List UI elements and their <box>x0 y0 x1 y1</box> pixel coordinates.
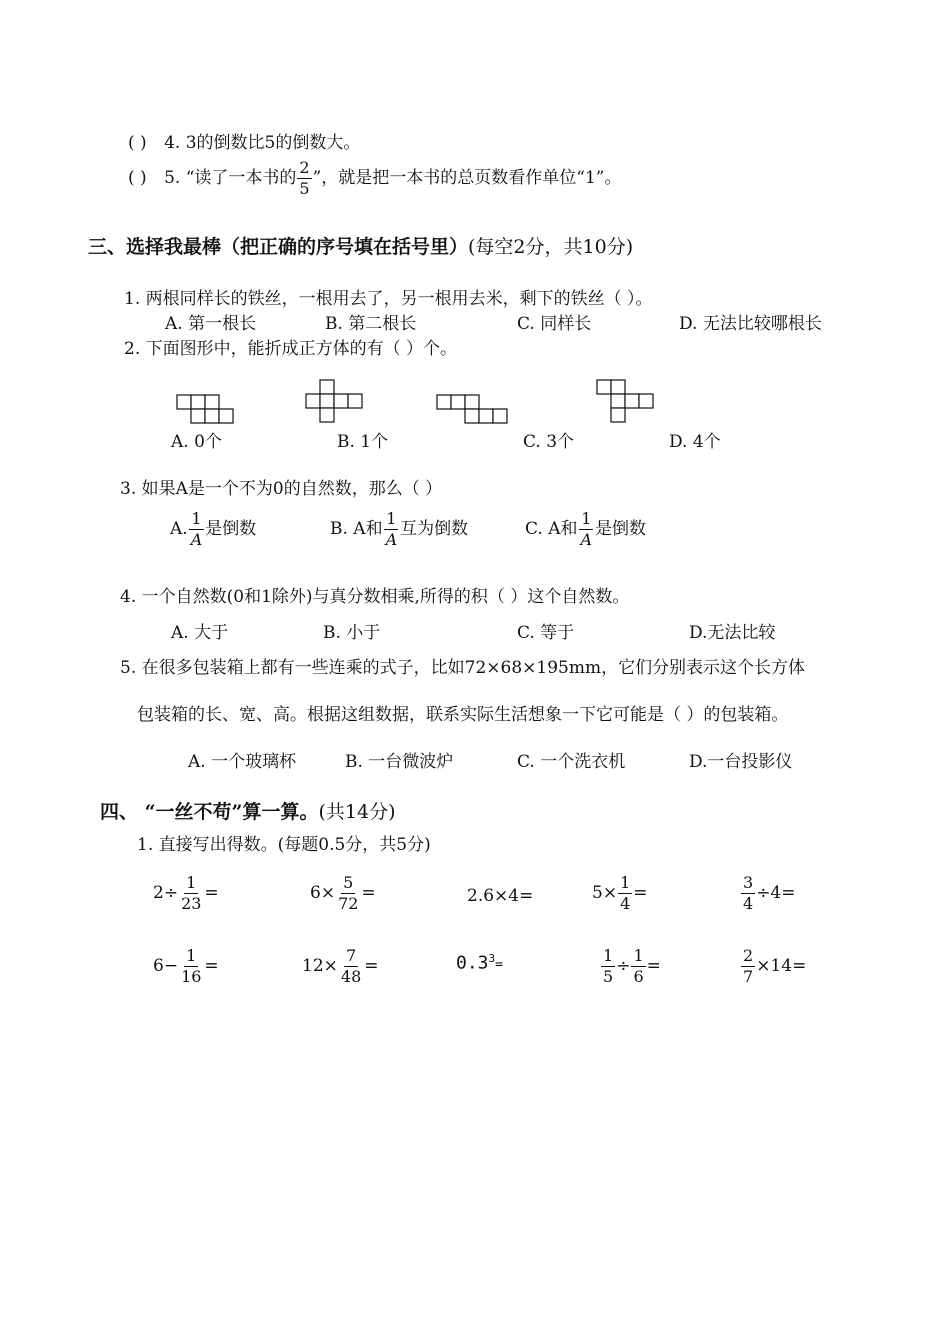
q3-option-b[interactable]: B. A和 $\frac{1}{A}$ 互为倒数 <box>330 509 469 549</box>
q4-option-d[interactable]: D.无法比较 <box>689 623 776 643</box>
q5-line-2: 包装箱的长、宽、高。根据这组数据，联系实际生活想象一下它可能是（ ）的包装箱。 <box>137 705 789 725</box>
cube-net-c <box>435 393 513 427</box>
section-4-score: (共14分) <box>318 801 396 823</box>
q5-option-a[interactable]: A. 一个玻璃杯 <box>188 752 297 772</box>
calc-expr-1[interactable]: 2÷ $\frac{1}{23}$ = <box>153 873 219 913</box>
q5-option-c[interactable]: C. 一个洗衣机 <box>517 752 626 772</box>
calc-expr-9[interactable]: $\frac{1}{5}$ ÷ $\frac{1}{6}$ = <box>603 946 661 986</box>
q2-text: 2. 下面图形中，能折成正方体的有（ ）个。 <box>124 339 458 359</box>
q2-option-a[interactable]: A. 0个 <box>171 432 222 452</box>
cube-net-d <box>595 378 659 426</box>
q1-option-d[interactable]: D. 无法比较哪根长 <box>679 314 822 334</box>
q1-option-c[interactable]: C. 同样长 <box>517 314 592 334</box>
judge-text-before: 5. “读了一本书的 <box>164 168 297 188</box>
judge-item-4 <box>128 128 360 153</box>
answer-paren[interactable]: ( ) <box>128 133 147 153</box>
calc-expr-7[interactable]: 12× $\frac{7}{48}$ = <box>302 946 379 986</box>
q1-option-b[interactable]: B. 第二根长 <box>325 314 417 334</box>
q2-option-c[interactable]: C. 3个 <box>523 432 575 452</box>
q4-option-b[interactable]: B. 小于 <box>323 623 381 643</box>
judge-text-after: ”，就是把一本书的总页数看作单位“1”。 <box>312 168 622 188</box>
judge-item-5 <box>128 160 621 197</box>
answer-paren[interactable]: ( ) <box>128 168 147 188</box>
q5-option-d[interactable]: D.一台投影仪 <box>689 752 793 772</box>
fraction: $\frac{1}{A}$ <box>190 509 203 549</box>
section-4-subtitle: 1. 直接写出得数。(每题0.5分，共5分) <box>137 835 431 855</box>
q3-text: 3. 如果A是一个不为0的自然数，那么（ ） <box>120 479 443 499</box>
q1-text: 1. 两根同样长的铁丝，一根用去了，另一根用去米，剩下的铁丝（ ）。 <box>124 289 653 309</box>
cube-net-b <box>304 378 368 426</box>
q3-option-c[interactable]: C. A和 $\frac{1}{A}$ 是倒数 <box>525 509 647 549</box>
cube-net-a <box>175 393 239 427</box>
q5-line-1: 5. 在很多包装箱上都有一些连乘的式子，比如72×68×195mm，它们分别表示这个长方体 <box>120 658 806 678</box>
calc-expr-2[interactable]: 6× $\frac{5}{72}$ = <box>310 873 376 913</box>
section-4-title: 四、 “一丝不苟”算一算。(共14分) <box>100 801 396 823</box>
section-3-score: (每空2分，共10分) <box>468 236 634 258</box>
q4-option-c[interactable]: C. 等于 <box>517 623 575 643</box>
calc-expr-3[interactable]: 2.6×4= <box>467 886 534 906</box>
fraction: $\frac{1}{A}$ <box>580 509 593 549</box>
section-3-title: 三、选择我最棒（把正确的序号填在括号里）(每空2分，共10分) <box>88 236 634 258</box>
q2-option-d[interactable]: D. 4个 <box>669 432 721 452</box>
q2-option-b[interactable]: B. 1个 <box>337 432 389 452</box>
fraction: $\frac{1}{A}$ <box>385 509 398 549</box>
calc-expr-10[interactable]: $\frac{2}{7}$ ×14= <box>743 946 807 986</box>
judge-text: 4. 3的倒数比5的倒数大。 <box>164 133 361 153</box>
q4-text: 4. 一个自然数(0和1除外)与真分数相乘,所得的积（ ）这个自然数。 <box>120 587 630 607</box>
q5-option-b[interactable]: B. 一台微波炉 <box>345 752 454 772</box>
fraction: $\frac{2}{5}$ <box>299 158 310 198</box>
q1-option-a[interactable]: A. 第一根长 <box>165 314 257 334</box>
calc-expr-4[interactable]: 5× $\frac{1}{4}$ = <box>592 873 648 913</box>
calc-expr-8[interactable]: $0.3^3=$ <box>456 952 503 974</box>
q4-option-a[interactable]: A. 大于 <box>171 623 229 643</box>
calc-expr-6[interactable]: 6− $\frac{1}{16}$ = <box>153 946 219 986</box>
q3-option-a[interactable]: A. $\frac{1}{A}$ 是倒数 <box>170 509 257 549</box>
calc-expr-5[interactable]: $\frac{3}{4}$ ÷4= <box>743 873 796 913</box>
